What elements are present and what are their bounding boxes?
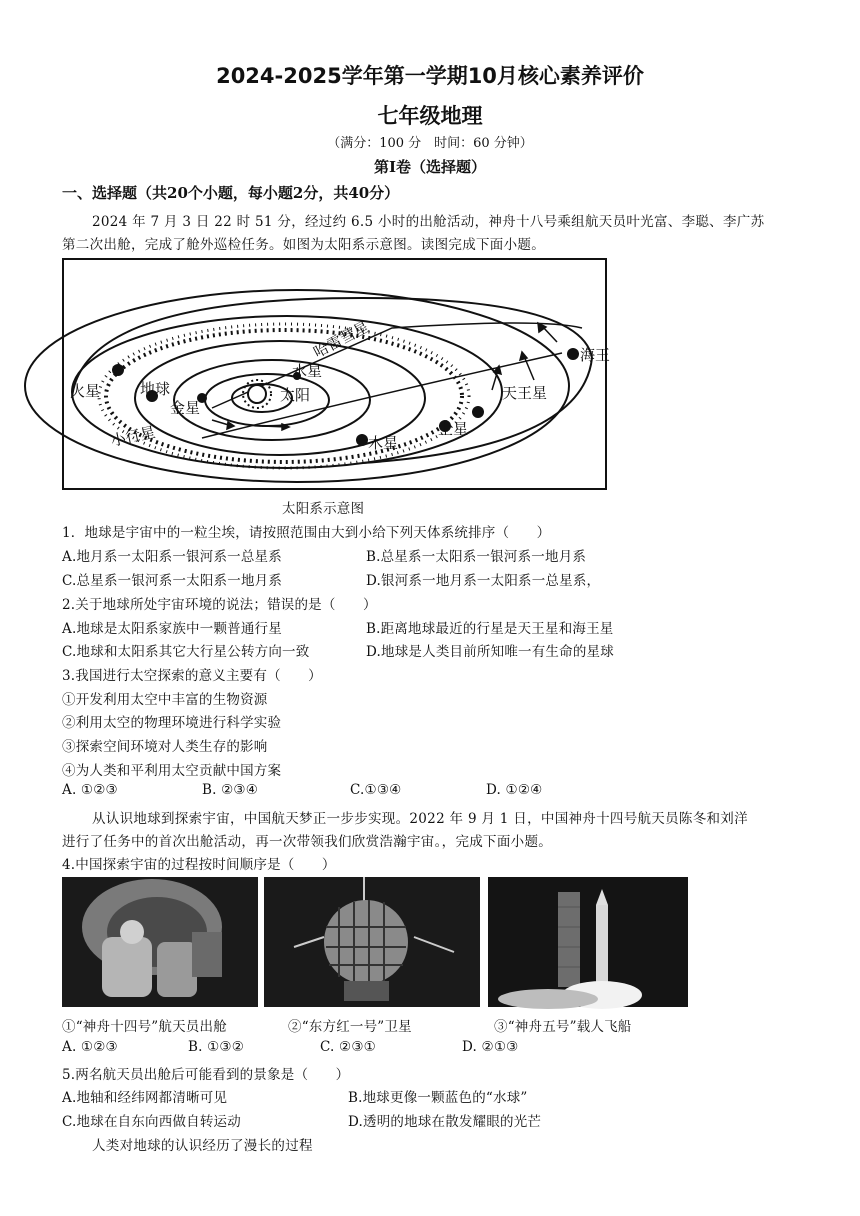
q4-option-b[interactable]: B. ①③② [188, 1039, 245, 1055]
mars-label: 火星 [70, 382, 101, 400]
uranus-dot [472, 406, 484, 418]
q4-stem: 4.中国探索宇宙的过程按时间顺序是（ ） [62, 857, 336, 873]
q3-statement-4: ④为人类和平利用太空贡献中国方案 [62, 763, 282, 779]
figure1-caption: 太阳系示意图 [282, 501, 365, 517]
neptune-label: 海王 [580, 346, 611, 364]
q5-stem: 5.两名航天员出舱后可能看到的景象是（ ） [62, 1067, 350, 1083]
intro2-line1: 从认识地球到探索宇宙，中国航天梦正一步步实现。2022 年 9 月 1 日，中国神舟十四号航天员陈冬和刘洋 [92, 811, 748, 827]
q1-option-b[interactable]: B.总星系一太阳系一银河系一地月系 [366, 549, 587, 565]
photo2-caption: ②“东方红一号”卫星 [288, 1019, 412, 1035]
shenzhou5-launch-photo [488, 877, 688, 1007]
q2-option-b[interactable]: B.距离地球最近的行星是天王星和海王星 [366, 621, 614, 637]
photo1-caption: ①“神舟十四号”航天员出舱 [62, 1019, 227, 1035]
q2-option-d[interactable]: D.地球是人类目前所知唯一有生命的星球 [366, 644, 614, 660]
neptune-dot [567, 348, 579, 360]
volume-heading: 第Ⅰ卷（选择题） [373, 158, 487, 176]
uranus-label: 天王星 [502, 384, 548, 402]
q3-option-a[interactable]: A. ①②③ [62, 782, 118, 798]
photo3-caption: ③“神舟五号”载人飞船 [494, 1019, 632, 1035]
q3-option-d[interactable]: D. ①②④ [486, 782, 543, 798]
astronaut-photo [62, 877, 258, 1007]
q3-statement-1: ①开发利用太空中丰富的生物资源 [62, 692, 268, 708]
exam-meta: （满分：100 分 时间：60 分钟） [327, 136, 533, 151]
comet-label: 哈雷彗星 [310, 317, 372, 362]
q2-stem: 2.关于地球所处宇宙环境的说法；错误的是（ ） [62, 597, 377, 613]
q1-option-c[interactable]: C.总星系一银河系一太阳系一地月系 [62, 573, 283, 589]
mercury-label: 水星 [292, 362, 323, 380]
q4-option-a[interactable]: A. ①②③ [62, 1039, 118, 1055]
q1-stem: 1．地球是宇宙中的一粒尘埃，请按照范围由大到小给下列天体系统排序（ ） [62, 525, 551, 541]
intro1-line1: 2024 年 7 月 3 日 22 时 51 分，经过约 6.5 小时的出舱活动，神舟十八号乘组航天员叶光富、李聪、李广苏 [92, 214, 765, 230]
q2-option-a[interactable]: A.地球是太阳系家族中一颗普通行星 [62, 621, 282, 637]
q5-option-c[interactable]: C.地球在自东向西做自转运动 [62, 1114, 241, 1130]
section-heading: 一、选择题（共20个小题，每小题2分，共40分） [62, 184, 400, 202]
intro3-line1: 人类对地球的认识经历了漫长的过程 [92, 1138, 313, 1154]
saturn-label: 土星 [438, 420, 469, 438]
exam-title: 2024-2025学年第一学期10月核心素养评价 [216, 64, 644, 88]
asteroid-label: 小行星 [109, 422, 157, 450]
solar-system-figure [62, 258, 611, 490]
jupiter-dot [356, 434, 368, 446]
q3-option-c[interactable]: C.①③④ [350, 782, 402, 798]
jupiter-label: 木星 [368, 434, 399, 452]
mars-dot [112, 364, 124, 376]
dongfanghong-satellite-photo [264, 877, 480, 1007]
q1-option-a[interactable]: A.地月系一太阳系一银河系一总星系 [62, 549, 282, 565]
venus-label: 金星 [170, 399, 201, 417]
q4-option-c[interactable]: C. ②③① [320, 1039, 376, 1055]
q5-option-d[interactable]: D.透明的地球在散发耀眼的光芒 [348, 1114, 542, 1130]
q5-option-b[interactable]: B.地球更像一颗蓝色的“水球” [348, 1090, 528, 1106]
intro1-line2: 第二次出舱，完成了舱外巡检任务。如图为太阳系示意图。读图完成下面小题。 [62, 237, 545, 253]
earth-label: 地球 [140, 380, 171, 398]
q1-option-d[interactable]: D.银河系一地月系一太阳系一总星系， [366, 573, 601, 589]
q3-statement-3: ③探索空间环境对人类生存的影响 [62, 739, 268, 755]
sun-label: 太阳 [280, 386, 311, 404]
q4-option-d[interactable]: D. ②①③ [462, 1039, 519, 1055]
q3-statement-2: ②利用太空的物理环境进行科学实验 [62, 715, 282, 731]
q5-option-a[interactable]: A.地轴和经纬网都清晰可见 [62, 1090, 228, 1106]
q2-option-c[interactable]: C.地球和太阳系其它大行星公转方向一致 [62, 644, 310, 660]
subject-title: 七年级地理 [377, 104, 483, 128]
q3-option-b[interactable]: B. ②③④ [202, 782, 259, 798]
solar-system-diagram [62, 258, 611, 490]
intro2-line2: 进行了任务中的首次出舱活动，再一次带领我们欣赏浩瀚宇宙。，完成下面小题。 [62, 834, 553, 850]
q3-stem: 3.我国进行太空探索的意义主要有（ ） [62, 668, 322, 684]
